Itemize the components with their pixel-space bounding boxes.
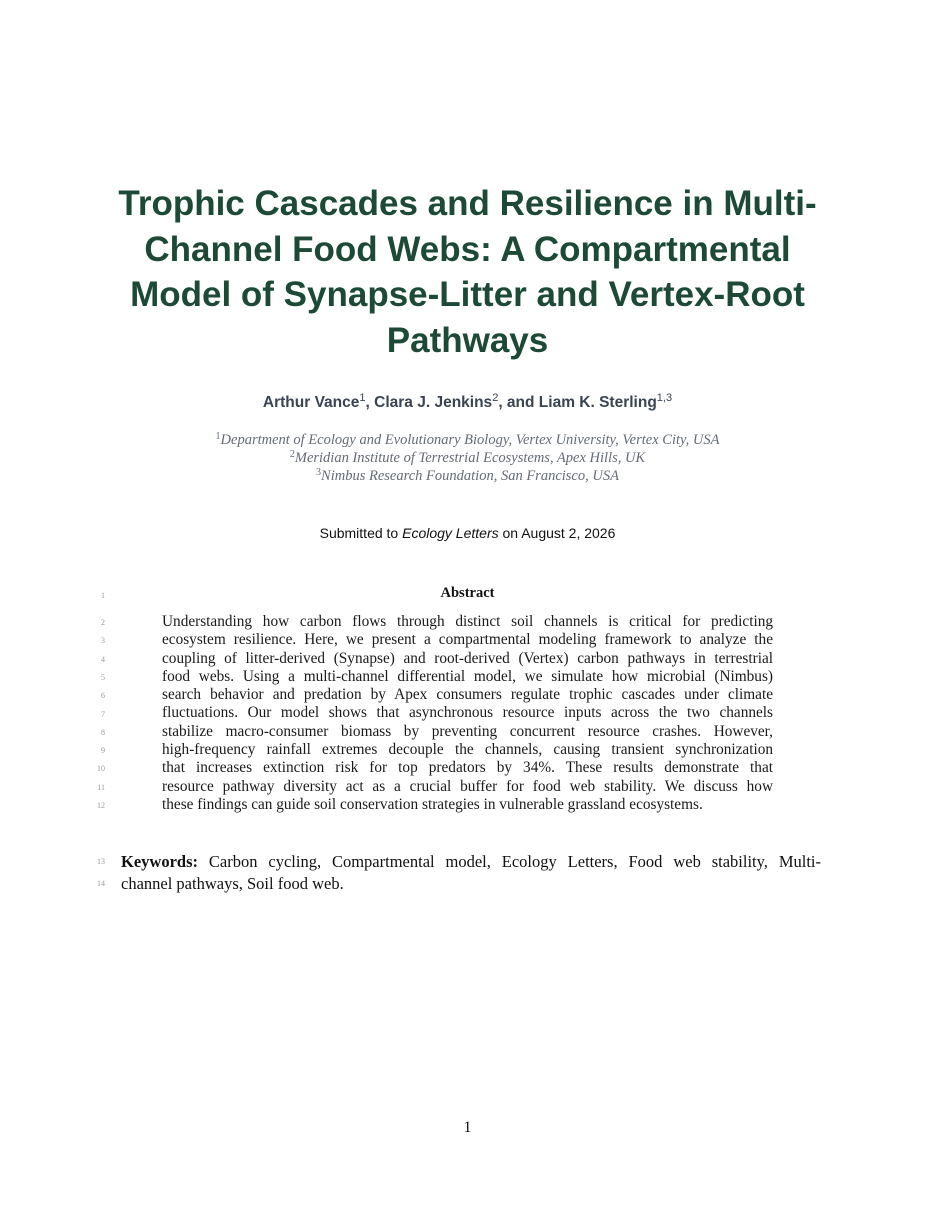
page-number: 1 [463,1119,472,1136]
abstract-line: food webs. Using a multi-channel differential model, we simulate how microbial (Nimbus) [162,667,773,685]
affiliation-mark: 2 [289,449,295,460]
affiliation-text: Department of Ecology and Evolutionary Biology, Vertex University, Vertex City, USA [220,432,720,448]
author-list [0,394,935,412]
line-number: 5 [101,672,105,682]
affiliation-text: Meridian Institute of Terrestrial Ecosystems, Apex Hills, UK [294,450,646,466]
line-number: 11 [97,782,105,792]
abstract-line: Understanding how carbon flows through distinct soil channels is critical for predicting [162,613,773,630]
keywords-line [121,873,821,895]
abstract-line: coupling of litter-derived (Synapse) and root-derived (Vertex) carbon pathways in terrestrial [162,649,773,667]
author-affiliation-mark: 1 [359,392,366,404]
abstract-heading: Abstract [440,585,495,601]
author-affiliation-mark: 1,3 [656,392,673,404]
affiliation-text: Nimbus Research Foundation, San Francisco, USA [321,468,619,484]
line-number: 14 [97,879,105,888]
keywords-text: channel pathways, Soil food web. [121,873,344,893]
author-name: Clara J. Jenkins [374,394,493,411]
abstract-line: search behavior and predation by Apex consumers regulate trophic cascades under climate [162,686,773,704]
abstract-line: ecosystem resilience. Here, we present a compartmental modeling framework to analyze the [162,631,773,649]
keywords-label: Keywords: [121,852,198,871]
affiliation-mark: 3 [316,467,322,478]
affiliation-mark: 1 [215,431,221,442]
affiliation-list [0,431,935,485]
abstract-body [162,613,773,814]
line-number: 3 [101,636,105,646]
abstract-line: high-frequency rainfall extremes decouple the channels, causing transient synchronization [162,741,773,759]
keywords-line [121,851,821,873]
line-number: 4 [101,654,105,664]
author-name: Liam K. Sterling [538,394,657,411]
abstract-line: stabilize macro-consumer biomass by preventing concurrent resource crashes. However, [162,722,773,740]
abstract-line: resource pathway diversity act as a crucial buffer for food web stability. We discuss how [162,777,773,795]
line-number: 9 [101,746,105,756]
keywords-section [121,851,821,894]
submission-prefix: Submitted to [319,525,399,541]
affiliation [0,467,935,485]
submission-note [0,525,935,541]
line-number: 6 [101,691,105,701]
abstract-line: these findings can guide soil conservation strategies in vulnerable grassland ecosystems. [162,795,703,813]
line-number: 10 [97,764,105,774]
abstract-line: that increases extinction risk for top predators by 34%. These results demonstrate that [162,759,773,777]
abstract-line: fluctuations. Our model shows that asynchronous resource inputs across the two channels [162,704,773,722]
author-affiliation-mark: 2 [492,392,499,404]
affiliation [0,431,935,449]
line-number: 8 [101,727,105,737]
submission-date: on August 2, 2026 [502,525,616,541]
line-number: 12 [97,801,105,810]
line-number: 2 [101,618,105,627]
line-number: 7 [101,709,105,719]
author-separator: , [365,394,375,411]
author-separator: , and [498,394,539,411]
affiliation [0,449,935,467]
keywords-text: Carbon cycling, Compartmental model, Ecology Letters, Food web stability, Multi- [208,852,822,871]
author-name: Arthur Vance [262,394,360,411]
line-number: 1 [101,591,105,600]
journal-name: Ecology Letters [402,525,499,541]
paper-title: Trophic Cascades and Resilience in Multi-Channel Food Webs: A Compartmental Model of Synapse-Litter and Vertex-Root Pathways [118,184,817,360]
line-number: 13 [97,857,105,866]
